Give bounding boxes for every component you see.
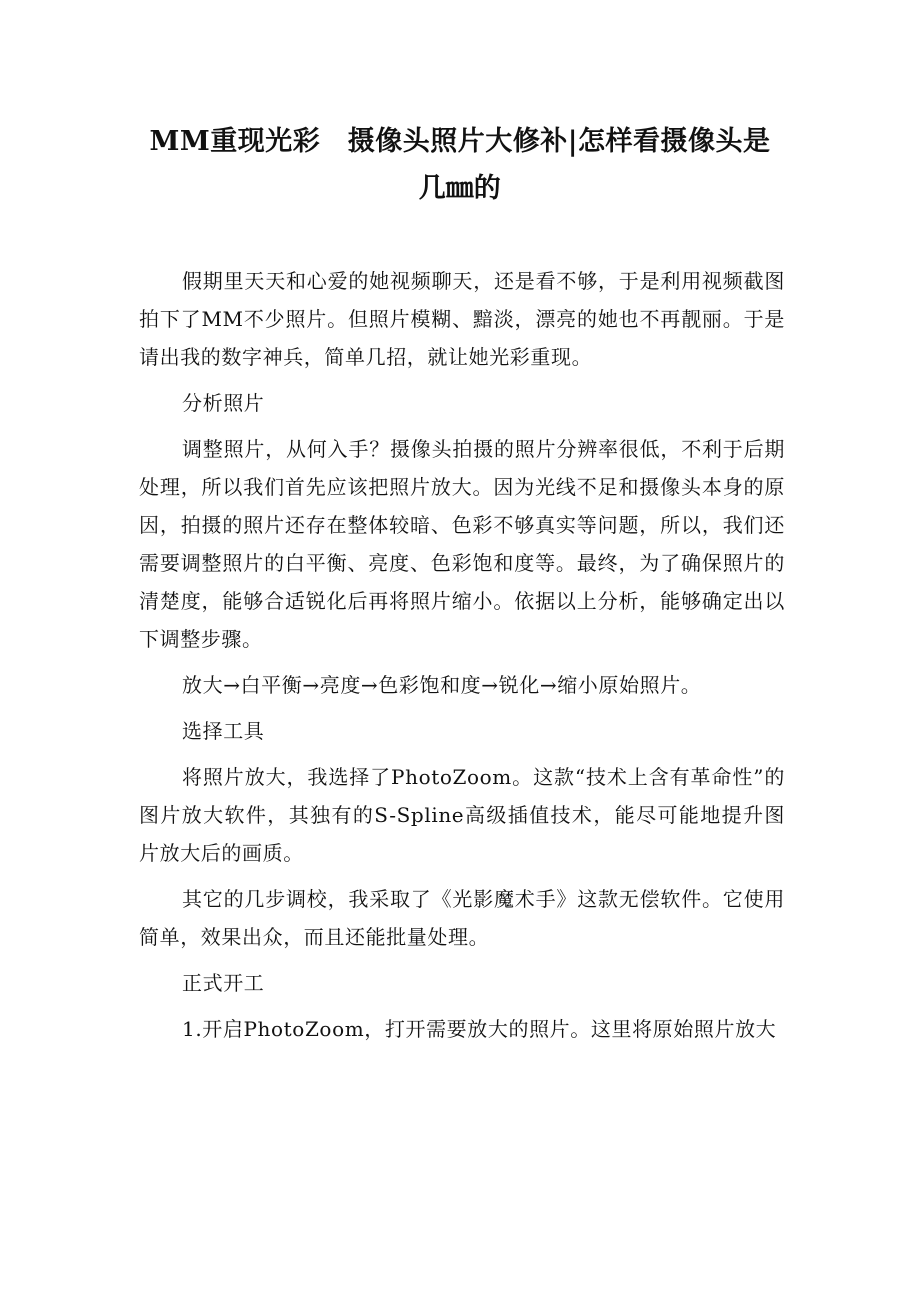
paragraph-step-1: 1.开启PhotoZoom，打开需要放大的照片。这里将原始照片放大 (182, 1017, 777, 1041)
document-body (139, 262, 785, 1056)
section-heading-analysis: 分析照片 (182, 391, 265, 415)
document-title (130, 118, 790, 212)
paragraph-photozoom: 将照片放大，我选择了PhotoZoom。这款“技术上含有革命性”的图片放大软件，其独有的S-Spline高级插值技术，能尽可能地提升图片放大后的画质。 (139, 765, 785, 865)
section-heading-start: 正式开工 (182, 971, 265, 995)
paragraph-steps: 放大→白平衡→亮度→色彩饱和度→锐化→缩小原始照片。 (182, 673, 702, 697)
paragraph-analysis: 调整照片，从何入手？摄像头拍摄的照片分辨率很低，不利于后期处理，所以我们首先应该把照片放大。因为光线不足和摄像头本身的原因，拍摄的照片还存在整体较暗、色彩不够真实等问题，所以，我们还需要调整照片的白平衡、亮度、色彩饱和度等。最终，为了确保照片的清楚度，能够合适锐化后再将照片缩小。依据以上分析，能够确定出以下调整步骤。 (139, 437, 785, 651)
title-line-2: 几㎜的 (418, 173, 502, 204)
paragraph-other-tools: 其它的几步调校，我采取了《光影魔术手》这款无偿软件。它使用简单，效果出众，而且还能批量处理。 (139, 887, 785, 949)
section-heading-tools: 选择工具 (182, 719, 265, 743)
title-line-1: MM重现光彩 摄像头照片大修补|怎样看摄像头是 (149, 126, 771, 157)
paragraph-intro: 假期里天天和心爱的她视频聊天，还是看不够，于是利用视频截图拍下了MM不少照片。但照片模糊、黯淡，漂亮的她也不再靓丽。于是请出我的数字神兵，简单几招，就让她光彩重现。 (139, 269, 785, 369)
